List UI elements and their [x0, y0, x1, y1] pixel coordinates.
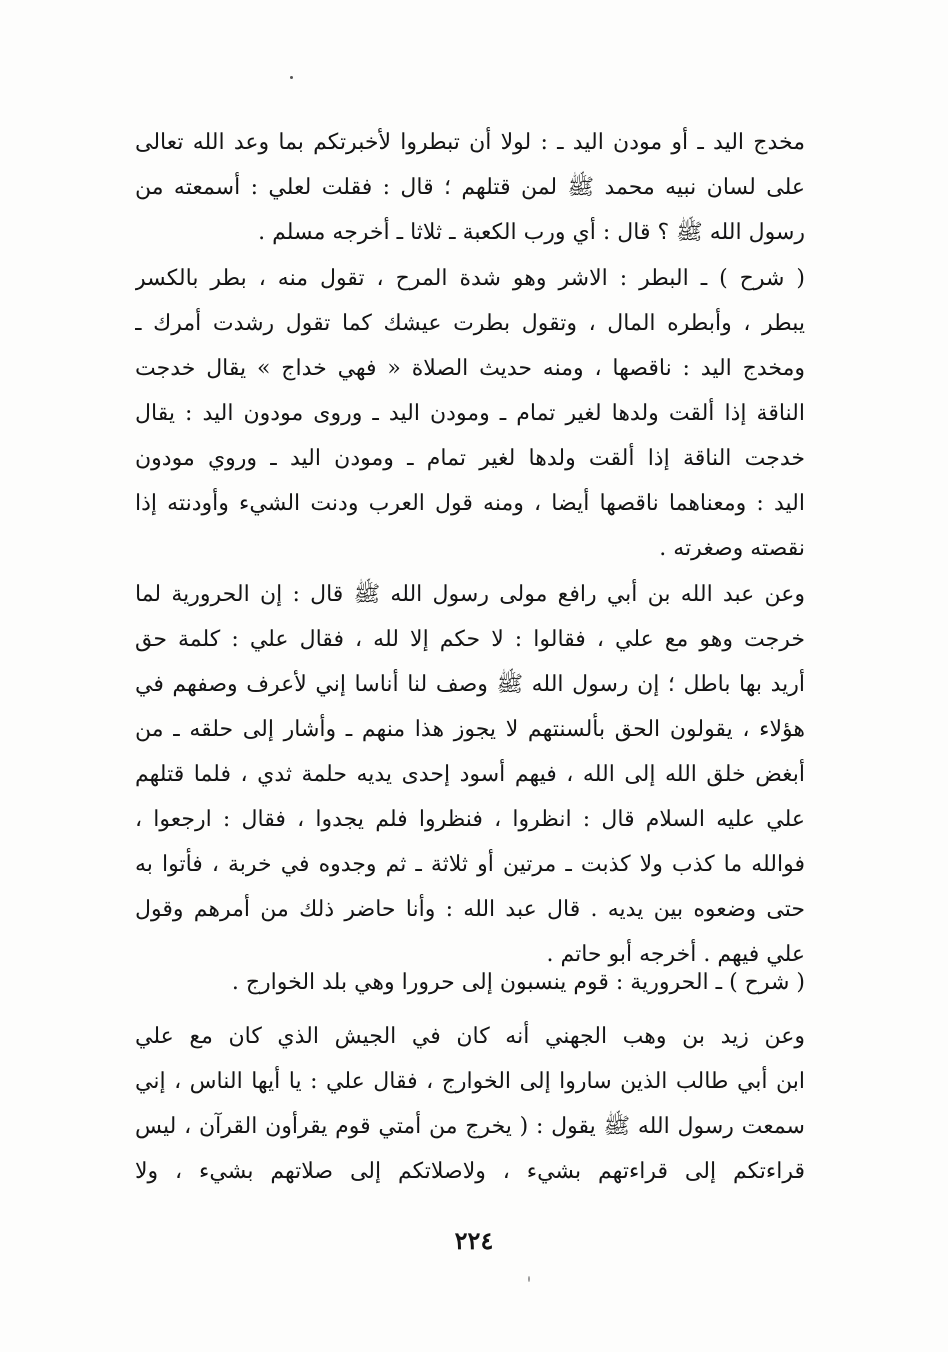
text-line: سمعت رسول الله ﷺ يقول : ( يخرج من أمتي قوم يقرأون القرآن ، ليس — [135, 1114, 805, 1139]
text-line: نقصته وصغرته . — [659, 536, 805, 561]
text-line: مخدج اليد ـ أو مودن اليد ـ : لولا أن تبطروا لأخبرتكم بما وعد الله تعالى — [135, 130, 805, 155]
ink-speck — [528, 1276, 530, 1282]
commentary-paragraph — [135, 256, 805, 571]
ink-speck — [290, 76, 293, 79]
text-line: الناقة إذا ألقت ولدها لغير تمام ـ ومودن اليد ـ وروى مودون اليد : يقال — [135, 401, 805, 426]
hadith-paragraph — [135, 1014, 805, 1194]
text-line: وعن زيد بن وهب الجهني أنه كان في الجيش الذي كان مع علي — [135, 1024, 805, 1049]
text-line: يبطر ، وأبطره المال ، وتقول بطرت عيشك كما تقول رشدت أمرك ـ — [135, 311, 805, 336]
text-line: علي فيهم . أخرجه أبو حاتم . — [546, 942, 805, 967]
commentary-paragraph — [200, 960, 805, 1005]
text-line: ( شرح ) ـ الحرورية : قوم ينسبون إلى حرورا وهي بلد الخوارج . — [231, 970, 805, 995]
text-line: خدجت الناقة إذا ألقت ولدها لغير تمام ـ ومودن اليد ـ وروي مودون — [135, 446, 805, 471]
text-line: ابن أبي طالب الذين ساروا إلى الخوارج ، فقال علي : يا أيها الناس ، إني — [135, 1069, 805, 1094]
text-line: فوالله ما كذب ولا كذبت ـ مرتين أو ثلاثة ـ ثم وجدوه في خربة ، فأتوا به — [135, 852, 805, 877]
text-line: حتى وضعوه بين يديه . قال عبد الله : وأنا حاضر ذلك من أمرهم وقول — [135, 897, 805, 922]
text-line: أبغض خلق الله إلى الله ، فيهم أسود إحدى يديه حلمة ثدي ، فلما قتلهم — [135, 762, 805, 787]
text-line: رسول الله ﷺ ؟ قال : أي ورب الكعبة ـ ثلاثا ـ أخرجه مسلم . — [258, 220, 805, 245]
text-line: أريد بها باطل ؛ إن رسول الله ﷺ وصف لنا أناسا إني لأعرف وصفهم في — [135, 672, 805, 697]
hadith-paragraph — [135, 120, 805, 255]
text-line: ومخدج اليد : ناقصها ، ومنه حديث الصلاة « فهي خداج » يقال خدجت — [135, 356, 805, 381]
text-line: وعن عبد الله بن أبي رافع مولى رسول الله ﷺ قال : إن الحرورية لما — [135, 582, 805, 607]
text-line: خرجت وهو مع علي ، فقالوا : لا حكم إلا لله ، فقال علي : كلمة حق — [135, 627, 805, 652]
text-line: ( شرح ) ـ البطر : الاشر وهو شدة المرح ، تقول منه ، بطر بالكسر — [135, 266, 805, 291]
text-line: قراءتكم إلى قراءتهم بشيء ، ولاصلاتكم إلى صلاتهم بشيء ، ولا — [135, 1159, 805, 1184]
hadith-paragraph — [135, 572, 805, 977]
text-line: هؤلاء ، يقولون الحق بألسنتهم لا يجوز هذا منهم ـ وأشار إلى حلقه ـ من — [135, 717, 805, 742]
text-line: على لسان نبيه محمد ﷺ لمن قتلهم ؛ قال : فقلت لعلي : أسمعته من — [135, 175, 805, 200]
page-number: ٢٢٤ — [454, 1226, 494, 1255]
text-line: اليد : ومعناهما ناقصها أيضا ، ومنه قول العرب ودنت الشيء وأودنته إذا — [135, 491, 805, 516]
text-line: علي عليه السلام قال : انظروا ، فنظروا فلم يجدوا ، فقال : ارجعوا ، — [135, 807, 805, 832]
